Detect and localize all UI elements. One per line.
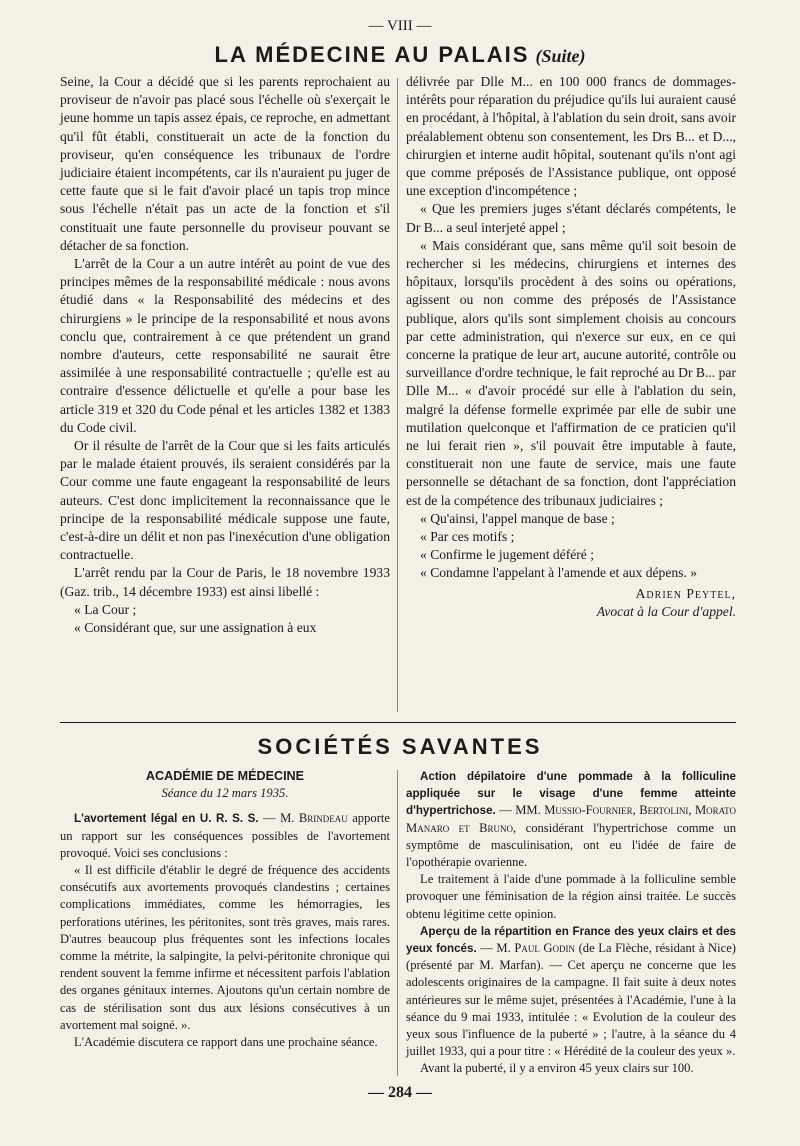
article-left-column: [60, 73, 390, 637]
paragraph: Or il résulte de l'arrêt de la Cour que si les faits articulés par le malade étaient prouvés, ils seraient considérés par la Cour comme une faute engageant la responsabilité de leurs auteurs. C'est donc implicitement la reconnaissance que le principe de la responsabilité médicale suppose une faute, c'est-à-dire un délit et non pas l'inexécution d'une obligation contractuelle.: [60, 438, 390, 563]
title-text: LA MÉDECINE AU PALAIS: [214, 42, 530, 67]
column-divider: [397, 78, 398, 712]
paragraph: L'arrêt de la Cour a un autre intérêt au point de vue des principes mêmes de la responsabilité médicale : nous avons étudié dans « la Responsabilité des médecins et des chirurgiens » le principe de la responsabilité et nous avons conclu que, contrairement à ce que prétendent un grand nombre d'auteurs, cette responsabilité ne saurait être assimilée à une responsabilité contractuelle ; qu'elle est au contraire d'essence délictuelle et qu'elle a pour base les article 319 et 320 du Code pénal et les articles 1382 et 1383 du Code civil.: [60, 256, 390, 435]
report-authors: — MM. Mussio-Fournier, Bertolini, Morato Manaro et Bruno,: [406, 803, 737, 835]
article-right-column: [406, 73, 736, 621]
paragraph: Seine, la Cour a décidé que si les parents reprochaient au proviseur de n'avoir pas placé sous l'échelle où s'exerçait le jeune homme un tapis assez épais, ce reproche, en admettant qu'il fût établi, constituerait un acte de la fonction du proviseur, qu'en conséquence les tribunaux de l'ordre judiciaire étaient incompétents, car ils n'auraient pu juger de cette faute que si le fait d'avoir placé un tapis trop mince sous l'échelle n'était pas un acte de la fonction et s'il constituait une faute personnelle du proviseur pouvant se détacher de sa fonction.: [60, 74, 390, 253]
paragraph: L'Académie discutera ce rapport dans une prochaine séance.: [74, 1035, 378, 1050]
societes-left-column: [60, 768, 390, 1051]
paragraph: L'arrêt rendu par la Cour de Paris, le 18 novembre 1933 (Gaz. trib., 14 décembre 1933) est ainsi libellé :: [60, 565, 390, 599]
report-text: (de La Flèche, résidant à Nice) (présenté par M. Marfan). — Cet aperçu ne concerne que les adolescents originaires de la campagne. Il fait suite à deux notes antérieures sur le même sujet, présentées à l'Académie, l'une à la séance du 9 mai 1933, intitulée : « Evolution de la couleur des yeux sous l'influence de la puberté » ; l'autre, à la séance du 4 juillet 1933, qui a pour titre : « Hérédité de la couleur des yeux ».: [406, 941, 736, 1059]
seance-date: Séance du 12 mars 1935.: [161, 786, 289, 801]
paragraph: « Que les premiers juges s'étant déclarés compétents, le Dr B... a seul interjeté appel ;: [406, 201, 736, 235]
report-title: Action dépilatoire d'une pommade à la folliculine appliquée sur le visage d'une femme atteinte d'hypertrichose.: [406, 770, 736, 818]
paragraph: « La Cour ;: [74, 601, 137, 617]
paragraph: [60, 810, 390, 862]
paragraph: « Confirme le jugement déféré ;: [420, 547, 595, 563]
paragraph: [406, 923, 736, 1061]
report-title: Aperçu de la répartition en France des yeux clairs et des yeux foncés.: [406, 924, 736, 956]
report-author: — M. Paul Godin: [480, 941, 576, 956]
paragraph: « Par ces motifs ;: [420, 529, 515, 545]
page-title: [0, 42, 800, 68]
paragraph: « Condamne l'appelant à l'amende et aux dépens. »: [420, 565, 698, 581]
paragraph: Avant la puberté, il y a environ 45 yeux clairs sur 100.: [420, 1061, 694, 1076]
signature-block: [406, 585, 736, 621]
author-name: Adrien Peytel,: [635, 585, 736, 601]
report-title: L'avortement légal en U. R. S. S.: [74, 812, 259, 826]
page-number: — 284 —: [368, 1084, 432, 1101]
paragraph: [406, 768, 736, 871]
societes-right-column: [406, 768, 736, 1078]
academy-heading: ACADÉMIE DE MÉDECINE: [145, 769, 305, 783]
paragraph: « Mais considérant que, sans même qu'il soit besoin de rechercher si les médecins, chirurgiens et internes des hôpitaux, lorsqu'ils procèdent à des soins ou opérations, agissent ou non comme des préposés de l'Assistance publique, alors qu'ils sont simplement choisis au concours par cette administration, qui n'exerce sur eux, en ce qui concerne la pratique de leur art, aucune autorité, contrôle ou surveillance d'ordre technique, le fait reproché au Dr B... par Dlle M... « d'avoir procédé sur elle à l'ablation du sein, malgré la défense formelle exprimée par elle de subir une mutilation quelconque et l'affirmation de ce praticien qu'il ne lui ferait rien », s'il pouvait être imputable à faute, constituerait non une faute de service, mais une faute personnelle se détachant de sa fonction, dont l'appréciation est de la compétence des tribunaux judiciaires ;: [406, 237, 736, 508]
page-roman-numeral: — VIII —: [368, 18, 432, 34]
paragraph: Le traitement à l'aide d'une pommade à la folliculine semble provoquer une féminisation de la région ainsi traitée. Le succès obtenu légitime cette opinion.: [406, 872, 736, 921]
report-author: — M. Brindeau: [263, 811, 348, 826]
author-title: Avocat à la Cour d'appel.: [596, 603, 736, 619]
title-suite: (Suite): [535, 46, 586, 66]
paragraph: délivrée par Dlle M... en 100 000 francs de dommages-intérêts pour réparation du préjudice qu'ils lui auraient causé en procédant, à l'hôpital, à l'ablation du sein droit, sans avoir préalablement obtenu son consentement, les Drs B... et D..., chirurgien et interne audit hôpital, soutenant qu'ils n'ont agi que comme préposés de l'Assistance publique, ont opposé une exception d'incompétence ;: [406, 74, 736, 199]
section-title: SOCIÉTÉS SAVANTES: [257, 734, 543, 759]
paragraph: « Considérant que, sur une assignation à eux: [74, 620, 317, 636]
report-text: considérant l'hypertrichose comme un symptôme de masculinisation, ont eu l'idée de faire de l'opothérapie ovarienne.: [406, 820, 736, 870]
paragraph: « Qu'ainsi, l'appel manque de base ;: [420, 510, 615, 526]
section-divider: [60, 722, 736, 723]
paragraph: « Il est difficile d'établir le degré de fréquence des accidents consécutifs aux avortements provoqués clandestins ; certaines complications immédiates, comme les hémorragies, les perforations utérines, les péritonites, sont très graves, mais rares. D'autres beaucoup plus fréquentes sont les infections locales comme la métrite, la salpingite, la pelvi-péritonite chronique qui rendent souvent la femme infirme et nécessitent parfois l'ablation des organes génitaux internes. Ajoutons qu'un certain nombre de cas de stérilisation sont dus aux lésions consécutives à un avortement mal soigné. ».: [60, 863, 390, 1032]
column-divider: [397, 770, 398, 1076]
report-text: apporte un rapport sur les conséquences possibles de l'avortement provoqué. Voici ses conclusions :: [60, 811, 390, 860]
